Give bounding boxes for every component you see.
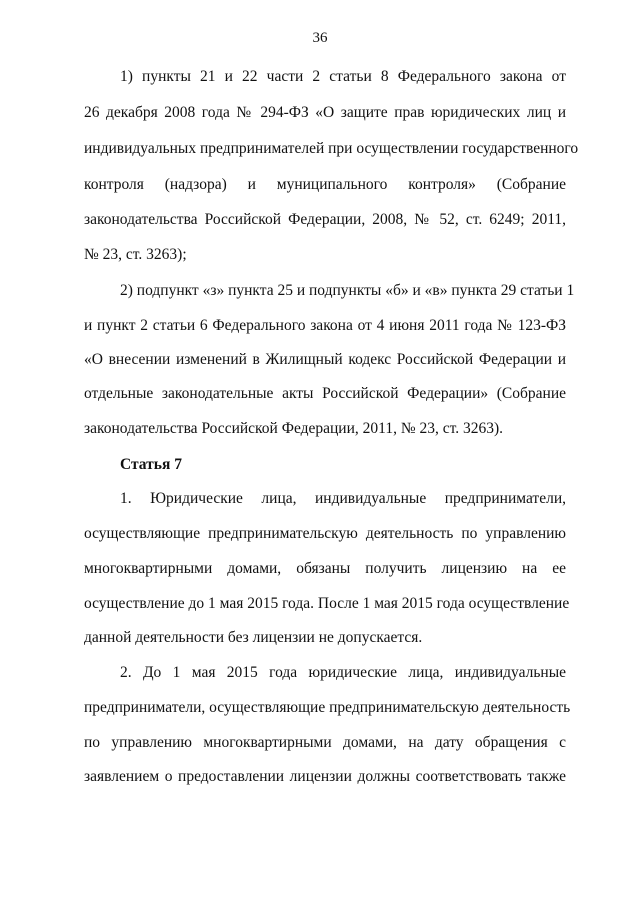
text-line: 2. До 1 мая 2015 года юридические лица, индивидуальные	[120, 664, 566, 681]
text-line: «О внесении изменений в Жилищный кодекс Российской Федерации и	[84, 351, 566, 368]
text-line: заявлением о предоставлении лицензии должны соответствовать также	[84, 768, 566, 785]
text-line: № 23, ст. 3263);	[84, 246, 187, 263]
text-line: 2) подпункт «з» пункта 25 и подпункты «б» и «в» пункта 29 статьи 1	[120, 282, 575, 299]
text-line: 1) пункты 21 и 22 части 2 статьи 8 Федерального закона от	[120, 68, 566, 85]
text-line: 1. Юридические лица, индивидуальные предприниматели,	[120, 490, 566, 507]
text-line: осуществляющие предпринимательскую деятельность по управлению	[84, 525, 566, 542]
text-line: предприниматели, осуществляющие предпринимательскую деятельность	[84, 699, 571, 716]
text-line: по управлению многоквартирными домами, на дату обращения с	[84, 734, 566, 751]
text-line: законодательства Российской Федерации, 2008, № 52, ст. 6249; 2011,	[84, 211, 566, 228]
text-line: отдельные законодательные акты Российской Федерации» (Собрание	[84, 385, 566, 402]
text-line: многоквартирными домами, обязаны получить лицензию на ее	[84, 560, 566, 577]
page-number: 36	[312, 30, 328, 46]
text-line: контроля (надзора) и муниципального контроля» (Собрание	[84, 176, 566, 193]
text-line: 26 декабря 2008 года № 294-ФЗ «О защите прав юридических лиц и	[84, 104, 566, 121]
text-line: индивидуальных предпринимателей при осуществлении государственного	[84, 140, 579, 157]
text-line: и пункт 2 статьи 6 Федерального закона от 4 июня 2011 года № 123-ФЗ	[84, 317, 566, 334]
article-heading: Статья 7	[120, 456, 182, 473]
text-line: данной деятельности без лицензии не допускается.	[84, 629, 423, 646]
text-line: законодательства Российской Федерации, 2011, № 23, ст. 3263).	[84, 420, 504, 437]
text-line: осуществление до 1 мая 2015 года. После 1 мая 2015 года осуществление	[84, 595, 570, 612]
